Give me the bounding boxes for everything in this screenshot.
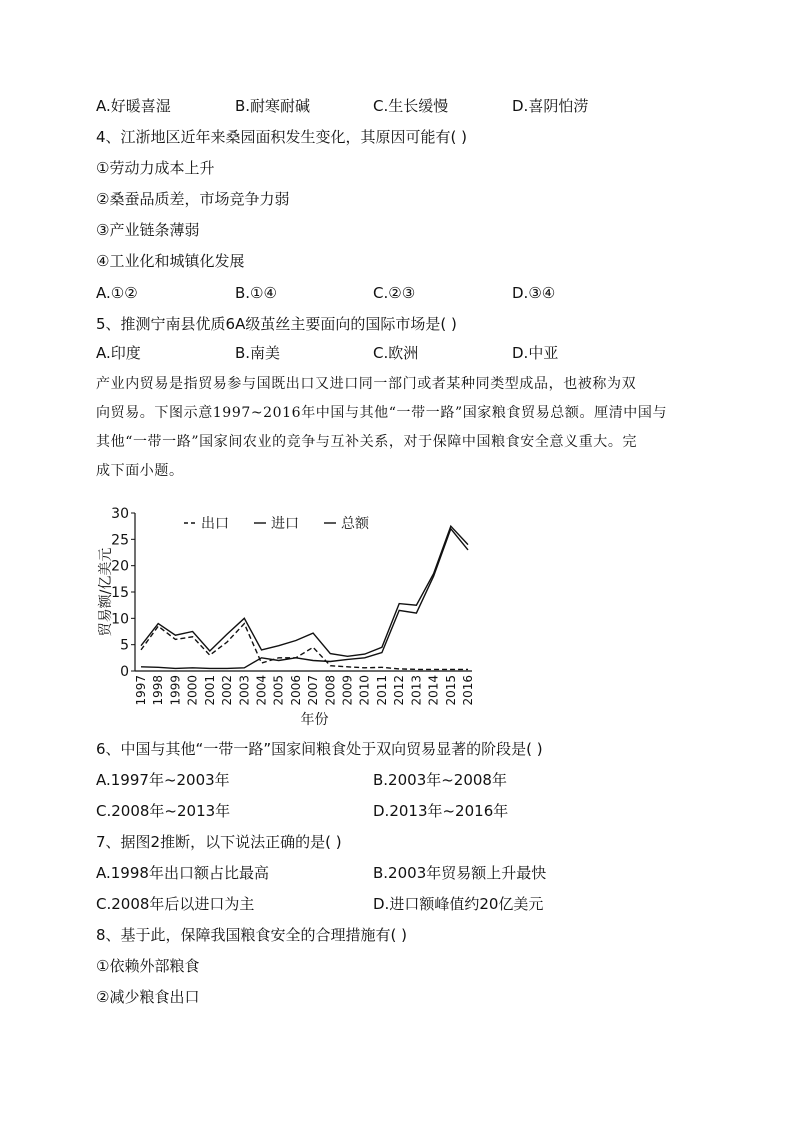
- q8-item-2: ②减少粮食出口: [96, 988, 200, 1006]
- material-line-1: 产业内贸易是指贸易参与国既出口又进口同一部门或者某种同类型成品，也被称为双: [96, 376, 637, 392]
- x-tick-label: 2011: [374, 675, 389, 706]
- x-tick-label: 1997: [134, 675, 148, 706]
- grain-trade-line-chart: [96, 498, 476, 728]
- q4-option-a[interactable]: A.①②: [96, 284, 138, 302]
- y-tick-label: 0: [120, 664, 129, 680]
- q6-stem: 6、中国与其他“一带一路”国家间粮食处于双向贸易显著的阶段是( ): [96, 740, 543, 758]
- series-line-1: [141, 624, 468, 670]
- q4-stem: 4、江浙地区近年来桑园面积发生变化，其原因可能有( ): [96, 128, 468, 146]
- x-tick-label: 1998: [151, 675, 166, 706]
- x-tick-label: 2014: [426, 675, 441, 706]
- x-tick-label: 2006: [288, 675, 303, 706]
- x-tick-label: 2015: [443, 675, 458, 706]
- q5-stem: 5、推测宁南县优质6A级茧丝主要面向的国际市场是( ): [96, 315, 457, 333]
- x-tick-label: 2003: [237, 675, 252, 706]
- q4-item-4: ④工业化和城镇化发展: [96, 252, 245, 270]
- q5-option-d[interactable]: D.中亚: [512, 344, 559, 362]
- x-tick-label: 2002: [220, 675, 235, 706]
- material-line-2: 向贸易。下图示意1997~2016年中国与其他“一带一路”国家粮食贸易总额。厘清中国与: [96, 405, 668, 421]
- x-axis-label: 年份: [300, 712, 329, 728]
- q6-option-a[interactable]: A.1997年~2003年: [96, 771, 230, 789]
- q5-option-b[interactable]: B.南美: [235, 344, 281, 362]
- y-tick-label: 25: [111, 532, 129, 549]
- x-tick-label: 2008: [323, 675, 338, 706]
- q8-stem: 8、基于此，保障我国粮食安全的合理措施有( ): [96, 926, 408, 944]
- q7-option-c[interactable]: C.2008年后以进口为主: [96, 895, 255, 913]
- legend-label: 总额: [341, 516, 369, 532]
- q6-option-b[interactable]: B.2003年~2008年: [373, 771, 507, 789]
- q7-stem: 7、据图2推断，以下说法正确的是( ): [96, 833, 342, 851]
- q4-option-d[interactable]: D.③④: [512, 284, 556, 302]
- x-tick-label: 2007: [306, 675, 321, 706]
- q5-option-c[interactable]: C.欧洲: [373, 344, 419, 362]
- x-tick-label: 2013: [409, 675, 424, 706]
- x-tick-label: 2004: [254, 675, 269, 706]
- material-paragraph: [96, 370, 696, 486]
- q7-option-a[interactable]: A.1998年出口额占比最高: [96, 864, 269, 882]
- y-axis-label: 贸易额/亿美元: [98, 547, 114, 637]
- q6-option-d[interactable]: D.2013年~2016年: [373, 802, 509, 820]
- y-tick-label: 15: [111, 585, 129, 601]
- q8-item-1: ①依赖外部粮食: [96, 957, 200, 975]
- y-tick-label: 20: [111, 558, 129, 575]
- x-tick-label: 2000: [185, 675, 200, 706]
- q3-option-c[interactable]: C.生长缓慢: [373, 97, 449, 115]
- material-line-4: 成下面小题。: [96, 463, 184, 479]
- q7-option-d[interactable]: D.进口额峰值约20亿美元: [373, 895, 544, 913]
- x-tick-label: 2001: [202, 675, 217, 706]
- q3-option-d[interactable]: D.喜阴怕涝: [512, 97, 589, 115]
- material-line-3: 其他“一带一路”国家间农业的竞争与互补关系，对于保障中国粮食安全意义重大。完: [96, 434, 638, 450]
- x-tick-label: 2016: [461, 675, 475, 706]
- q4-item-2: ②桑蚕品质差，市场竞争力弱: [96, 190, 290, 208]
- q7-option-b[interactable]: B.2003年贸易额上升最快: [373, 864, 547, 882]
- y-tick-label: 30: [111, 506, 129, 522]
- legend-label: 出口: [201, 516, 229, 532]
- q3-option-a[interactable]: A.好暖喜湿: [96, 97, 171, 115]
- x-tick-label: 2010: [357, 675, 372, 706]
- q3-option-b[interactable]: B.耐寒耐碱: [235, 97, 311, 115]
- q6-option-c[interactable]: C.2008年~2013年: [96, 802, 231, 820]
- legend-label: 进口: [271, 516, 299, 532]
- q4-item-1: ①劳动力成本上升: [96, 159, 215, 177]
- q4-option-c[interactable]: C.②③: [373, 284, 416, 302]
- y-tick-label: 5: [120, 637, 129, 654]
- x-tick-label: 1999: [168, 675, 183, 706]
- q5-option-a[interactable]: A.印度: [96, 344, 141, 362]
- q4-option-b[interactable]: B.①④: [235, 284, 277, 302]
- y-tick-label: 10: [111, 611, 129, 628]
- q4-item-3: ③产业链条薄弱: [96, 221, 200, 239]
- series-line-2: [141, 529, 468, 669]
- x-tick-label: 2005: [271, 675, 286, 706]
- x-tick-label: 2012: [392, 675, 407, 706]
- x-tick-label: 2009: [340, 675, 355, 706]
